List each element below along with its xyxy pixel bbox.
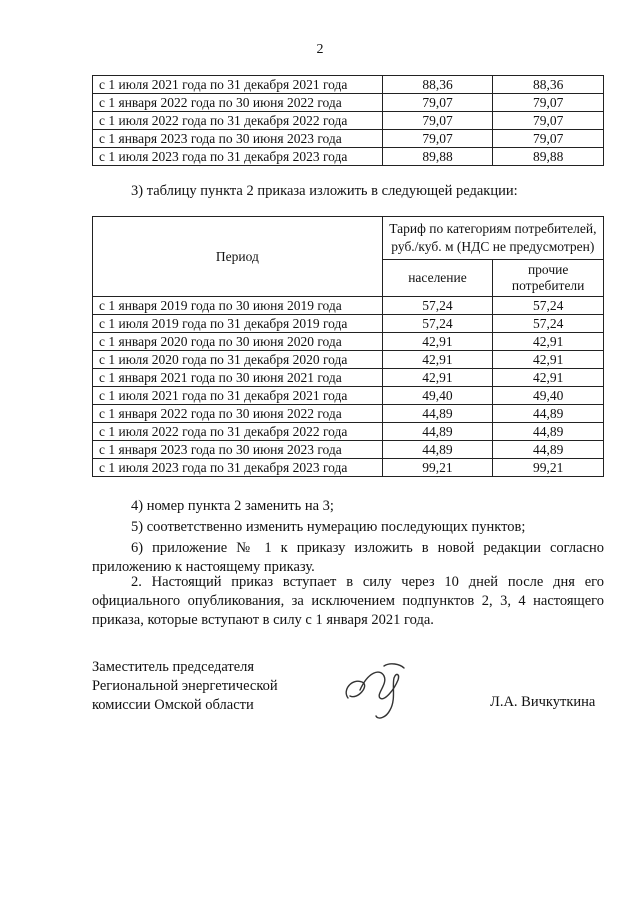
period-cell: с 1 июля 2019 года по 31 декабря 2019 года [93,315,383,333]
page-number: 2 [316,42,324,57]
table-row [93,297,604,315]
value-cell: 44,89 [493,405,604,423]
value-cell: 49,40 [382,387,493,405]
period-cell: с 1 июля 2022 года по 31 декабря 2022 года [93,112,383,130]
table-row [93,405,604,423]
period-header: Период [93,217,383,297]
value-cell: 42,91 [493,351,604,369]
value-cell: 57,24 [382,315,493,333]
tariff-table-new-edition [92,216,604,477]
period-cell: с 1 января 2023 года по 30 июня 2023 года [93,130,383,148]
value-cell: 88,36 [382,76,493,94]
value-cell: 42,91 [382,351,493,369]
period-cell: с 1 июля 2020 года по 31 декабря 2020 года [93,351,383,369]
period-cell: с 1 января 2020 года по 30 июня 2020 года [93,333,383,351]
value-cell: 44,89 [382,423,493,441]
table-row [93,315,604,333]
table-row [93,423,604,441]
table-row [93,112,604,130]
value-cell: 79,07 [493,112,604,130]
period-cell: с 1 июля 2021 года по 31 декабря 2021 года [93,76,383,94]
population-header: население [382,260,493,297]
signer-name: Л.А. Вичкуткина [490,694,596,710]
value-cell: 79,07 [382,130,493,148]
value-cell: 89,88 [382,148,493,166]
signature-position [92,658,278,715]
value-cell: 42,91 [382,333,493,351]
handwritten-signature [340,660,420,724]
period-cell: с 1 января 2019 года по 30 июня 2019 года [93,297,383,315]
value-cell: 88,36 [493,76,604,94]
table-row [93,387,604,405]
table-row [93,441,604,459]
table-row [93,351,604,369]
period-cell: с 1 января 2022 года по 30 июня 2022 года [93,94,383,112]
signature-position-line-1: Заместитель председателя [92,659,255,675]
period-cell: с 1 июля 2021 года по 31 декабря 2021 года [93,387,383,405]
item-4: 4) номер пункта 2 заменить на 3; [131,498,334,514]
other-consumers-header: прочие потребители [493,260,604,297]
value-cell: 99,21 [382,459,493,477]
signature-position-line-3: комиссии Омской области [92,697,254,713]
tariff-table-continuation [92,75,604,166]
value-cell: 42,91 [493,369,604,387]
value-cell: 79,07 [382,112,493,130]
period-cell: с 1 января 2021 года по 30 июня 2021 года [93,369,383,387]
table-row [93,148,604,166]
table-row [93,369,604,387]
value-cell: 42,91 [382,369,493,387]
period-cell: с 1 января 2022 года по 30 июня 2022 года [93,405,383,423]
value-cell: 79,07 [493,94,604,112]
value-cell: 44,89 [493,441,604,459]
table-row [93,459,604,477]
period-cell: с 1 июля 2022 года по 31 декабря 2022 года [93,423,383,441]
period-cell: с 1 июля 2023 года по 31 декабря 2023 года [93,459,383,477]
value-cell: 57,24 [493,315,604,333]
value-cell: 89,88 [493,148,604,166]
period-cell: с 1 января 2023 года по 30 июня 2023 года [93,441,383,459]
value-cell: 99,21 [493,459,604,477]
value-cell: 79,07 [493,130,604,148]
value-cell: 79,07 [382,94,493,112]
value-cell: 44,89 [382,441,493,459]
value-cell: 57,24 [493,297,604,315]
signature-position-line-2: Региональной энергетической [92,678,278,694]
tariff-header: Тариф по категориям потребителей, руб./куб. м (НДС не предусмотрен) [382,217,603,260]
table-row [93,333,604,351]
period-cell: с 1 июля 2023 года по 31 декабря 2023 года [93,148,383,166]
item-5: 5) соответственно изменить нумерацию последующих пунктов; [131,519,526,535]
value-cell: 49,40 [493,387,604,405]
value-cell: 42,91 [493,333,604,351]
table-row [93,130,604,148]
table-row [93,76,604,94]
item-3-intro: 3) таблицу пункта 2 приказа изложить в следующей редакции: [131,183,518,199]
table-row [93,94,604,112]
value-cell: 44,89 [382,405,493,423]
item-6: 6) приложение № 1 к приказу изложить в новой редакции согласно приложению к настоящему приказу. [92,540,604,575]
clause-2: 2. Настоящий приказ вступает в силу через 10 дней после дня его официального опубликования, за исключением подпунктов 2, 3, 4 настоящего приказа, которые вступают в силу с 1 января 2021 года. [92,574,604,628]
value-cell: 44,89 [493,423,604,441]
value-cell: 57,24 [382,297,493,315]
